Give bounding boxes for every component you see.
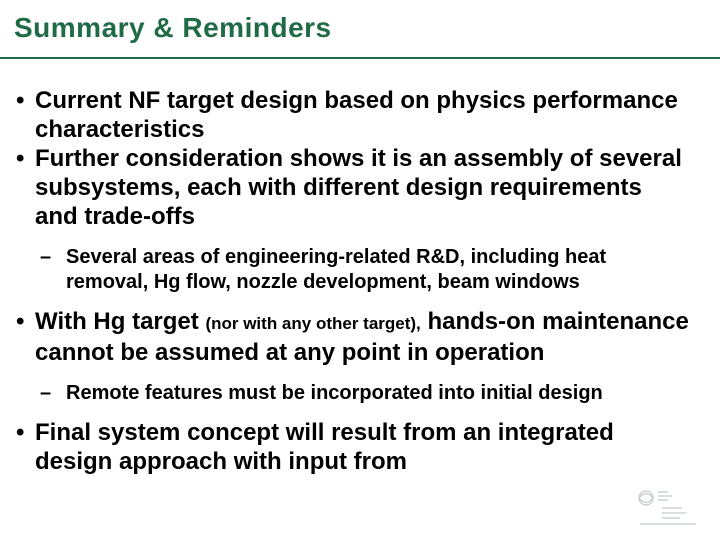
title-divider — [0, 57, 720, 59]
bullet-item-3-text-a: With Hg target — [35, 308, 206, 335]
bullet-item-4-text: Final system concept will result from an integrated design approach with input from — [35, 419, 614, 475]
bullet-item-3 — [0, 307, 720, 367]
bullet-icon: • — [16, 419, 25, 446]
bullet-item-3-text-b: hands-on maintenance cannot be assumed at any point in operation — [35, 308, 689, 366]
dash-icon: – — [40, 382, 52, 404]
sub-bullet-item-1-text: Several areas of engineering-related R&D, including heat removal, Hg flow, nozzle development, beam windows — [66, 246, 607, 293]
bullet-list — [0, 86, 720, 476]
bullet-item-3-text-small: (nor with any other target), — [205, 314, 421, 333]
bullet-icon: • — [16, 308, 25, 335]
bullet-icon: • — [16, 87, 25, 114]
slide-title: Summary & Reminders — [14, 12, 332, 43]
bullet-icon: • — [16, 145, 25, 172]
sub-bullet-item-2 — [0, 381, 720, 406]
bullet-item-2-text: Further consideration shows it is an assembly of several subsystems, each with different design requirements and trade-offs — [35, 145, 682, 230]
sub-bullet-item-1 — [0, 245, 720, 295]
bullet-item-2 — [0, 144, 720, 231]
bullet-item-1-text: Current NF target design based on physics performance characteristics — [35, 87, 678, 143]
bullet-item-1 — [0, 86, 720, 144]
sub-bullet-item-2-text: Remote features must be incorporated into initial design — [66, 382, 603, 404]
dash-icon: – — [40, 246, 52, 268]
bullet-item-4 — [0, 418, 720, 476]
oak-ridge-logo-icon — [632, 486, 706, 534]
